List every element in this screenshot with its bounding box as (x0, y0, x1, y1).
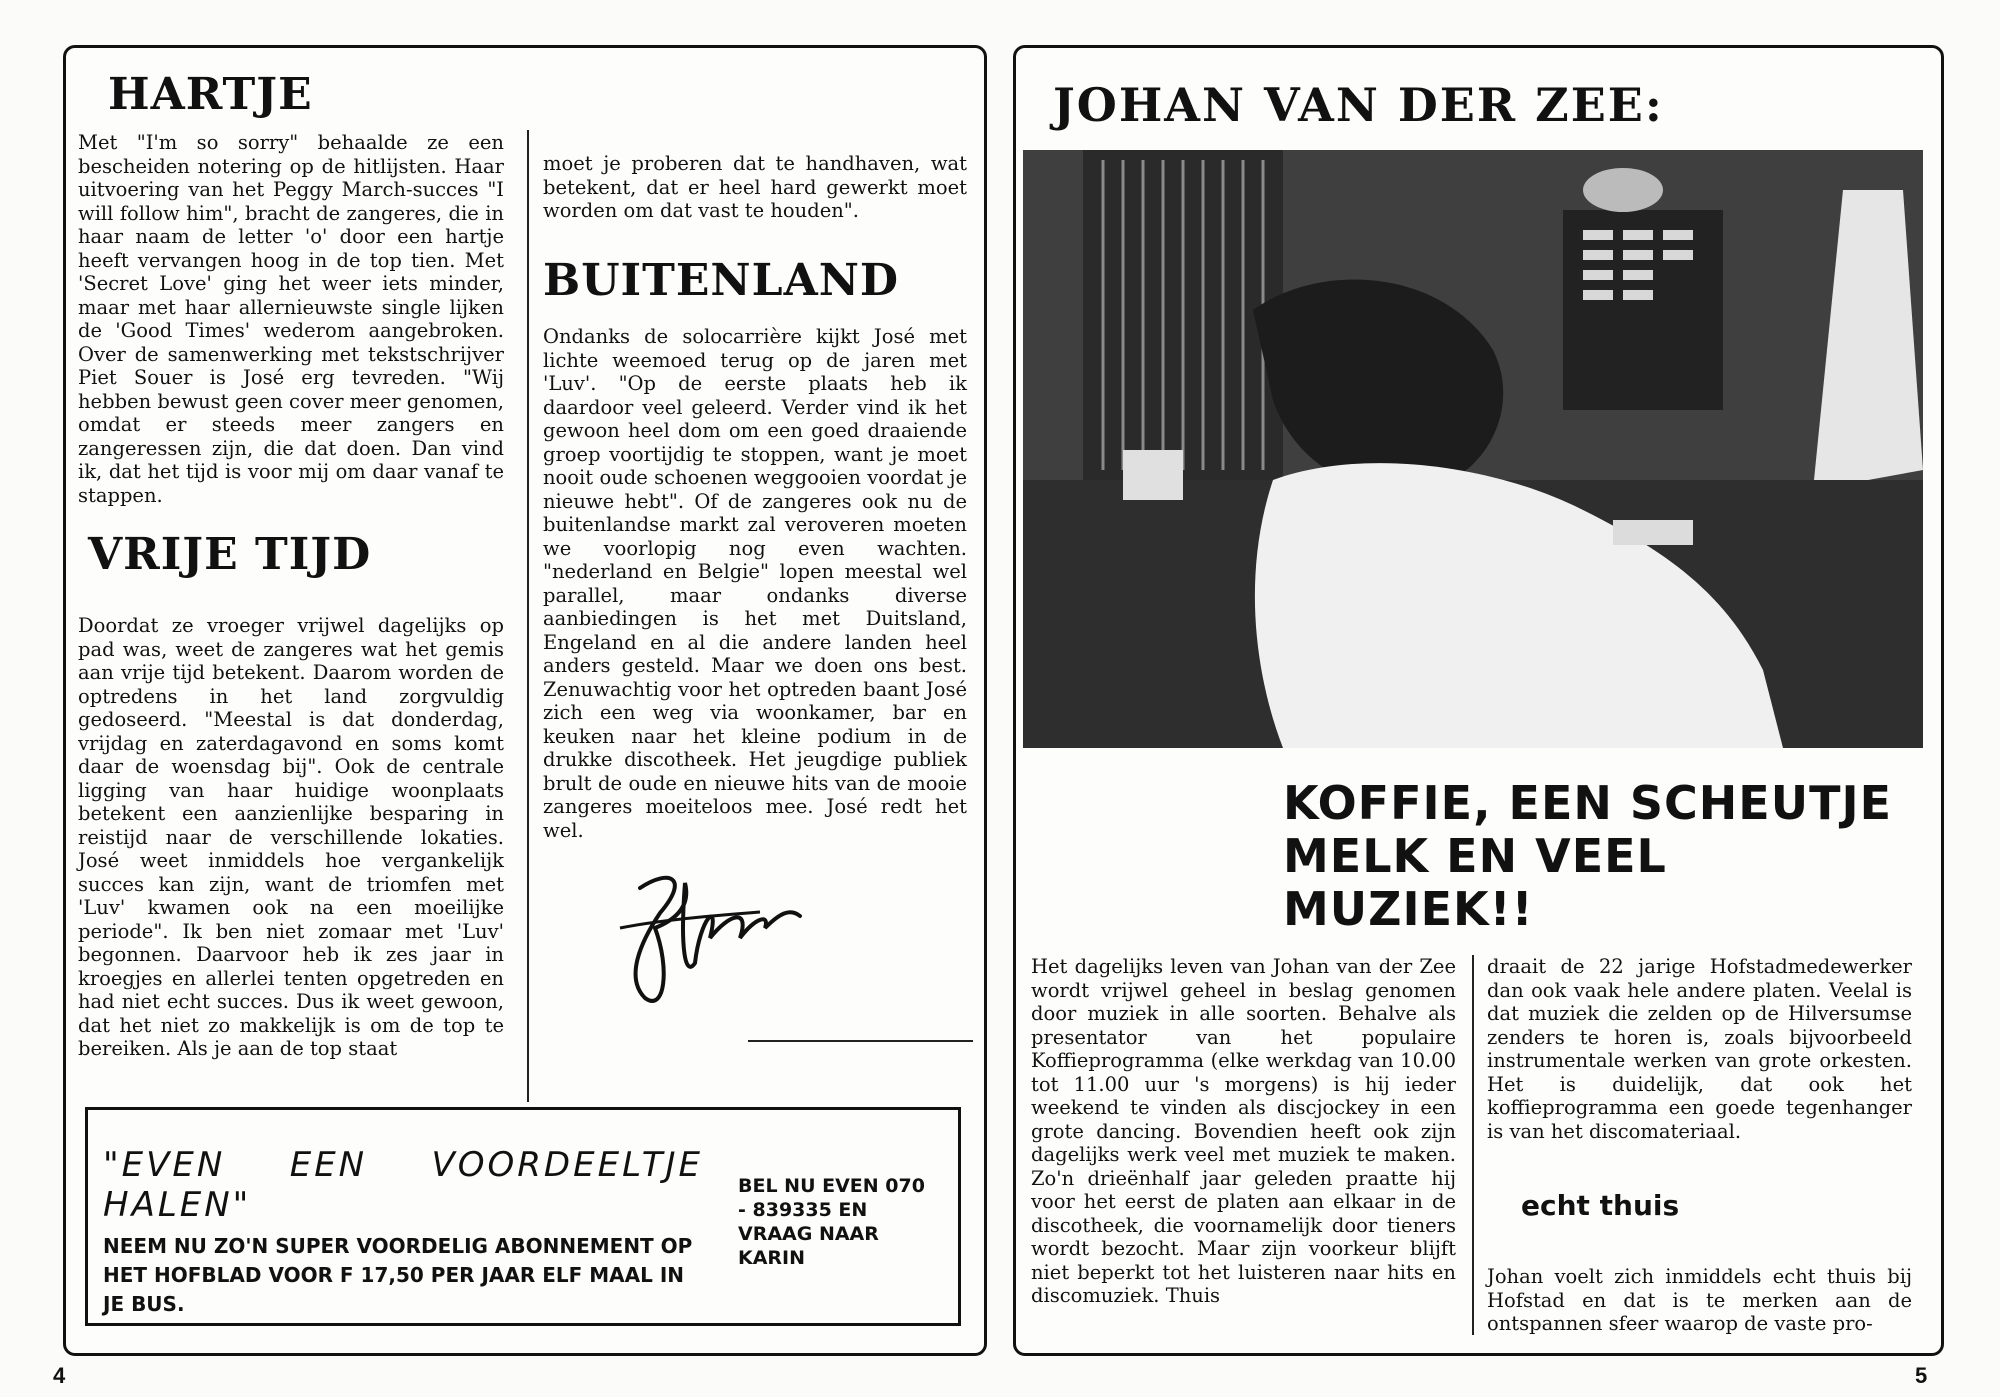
hofstad-paragraph: draait de 22 jarige Hofstadmedewerker dan ook vaak hele andere platen. Veelal is dat muziek die zelden op de Hilversumse zenders te horen is, zoals bijvoorbeeld instrumentale werken van grote orkesten. Het is duidelijk, dat ook het koffieprogramma een goede tegenhanger is van het discomateriaal. (1487, 955, 1912, 1143)
left-column-1 (78, 131, 504, 507)
heading-buitenland: BUITENLAND (543, 255, 900, 306)
ad-title: "EVEN EEN VOORDEELTJE HALEN" (103, 1145, 703, 1225)
right-column-divider (1472, 955, 1474, 1335)
page-number-left: 4 (53, 1363, 66, 1388)
dj-studio-photo (1023, 150, 1923, 748)
article-subtitle: KOFFIE, EEN SCHEUTJE MELK EN VEEL MUZIEK!! (1283, 776, 1892, 936)
subscription-ad (85, 1107, 961, 1326)
page-number-right: 5 (1915, 1363, 1928, 1388)
hartje-paragraph: Met "I'm so sorry" behaalde ze een bescheiden notering op de hitlijsten. Haar uitvoering van het Peggy March-succes "I will follow him", bracht de zangeres, die in haar naam de letter 'o' door een hartje heeft vervangen hoog in de top tien. Met 'Secret Love' ging het weer iets minder, maar met haar allernieuwste single lijken de 'Good Times' wederom aangebroken. Over de samenwerking met tekstschrijver Piet Souer is José erg tevreden. "Wij hebben bewust geen cover meer genomen, omdat er steeds meer zangers en zangeressen zijn, die dat doen. Dan vind ik, dat het tijd is voor mij om daar vanaf te stappen. (78, 131, 504, 507)
right-column-1 (1031, 955, 1456, 1308)
heading-hartje: HARTJE (108, 69, 313, 120)
signature-line (748, 1040, 973, 1042)
right-column-2 (1487, 955, 1912, 1143)
johan-paragraph: Het dagelijks leven van Johan van der Zee wordt vrijwel geheel in beslag genomen door muziek in alle soorten. Behalve als presentator van het populaire Koffieprogramma (elke werkdag van 10.00 tot 11.00 uur 's morgens) is hij ieder weekend te vinden als discjockey in een grote dancing. Bovendien heeft ook zijn dagelijks werk veel met muziek te maken. Zo'n drieënhalf jaar geleden praatte hij voor het eerst de platen aan elkaar in de discotheek, die voornamelijk door tieners wordt bezocht. Maar zijn voorkeur blijft niet beperkt tot het luisteren naar hits en discomuziek. Thuis (1031, 955, 1456, 1307)
left-column-1b (78, 614, 504, 1061)
heading-vrije-tijd: VRIJE TIJD (88, 529, 372, 580)
continuation-paragraph: moet je proberen dat te handhaven, wat betekent, dat er heel hard gewerkt moet worden om dat vast te houden". (543, 152, 967, 222)
ad-body: NEEM NU ZO'N SUPER VOORDELIG ABONNEMENT OP HET HOFBLAD VOOR F 17,50 PER JAAR ELF MAAL IN JE BUS. (103, 1234, 693, 1316)
right-column-2b (1487, 1265, 1912, 1336)
ad-phone: BEL NU EVEN 070 - 839335 EN VRAAG NAAR KARIN (738, 1175, 925, 1269)
subheading-echt-thuis: echt thuis (1521, 1189, 1680, 1222)
left-column-2 (543, 152, 967, 223)
signature-image (600, 858, 860, 1018)
vrije-tijd-paragraph: Doordat ze vroeger vrijwel dagelijks op pad was, weet de zangeres wat het gemis aan vrije tijd betekent. Daarom worden de optredens in het land zorgvuldig gedoseerd. "Meestal is dat donderdag, vrijdag en zaterdagavond en soms komt daar de woensdag bij". Ook de centrale ligging van haar huidige woonplaats betekent een aanzienlijke besparing in reistijd naar de verschillende lokaties. José weet inmiddels hoe vergankelijk succes kan zijn, want de triomfen met 'Luv' kwamen ook na een moeilijke periode". Ik ben niet zomaar met 'Luv' begonnen. Daarvoor heb ik zes jaar in kroegjes en allerlei tenten opgetreden en had niet echt succes. Dus ik weet gewoon, dat het niet zo makkelijk is om de top te bereiken. Als je aan de top staat (78, 614, 504, 1060)
echt-thuis-paragraph: Johan voelt zich inmiddels echt thuis bij Hofstad en dat is te merken aan de ontspannen sfeer waarop de vaste pro- (1487, 1265, 1912, 1335)
left-column-divider (527, 130, 529, 1102)
photo-illustration (1023, 150, 1923, 748)
buitenland-paragraph: Ondanks de solocarrière kijkt José met lichte weemoed terug op de jaren met 'Luv'. "Op de eerste plaats heb ik daardoor veel geleerd. Verder vind ik het gewoon heel dom om een goed draaiende groep voortijdig te stoppen, want je moet nooit oude schoenen weggooien voordat je nieuwe hebt". Of de zangeres ook nu de buitenlandse markt zal veroveren moeten we voorlopig nog even wachten. "nederland en Belgie" lopen meestal wel parallel, maar ondanks diverse aanbiedingen is het met Duitsland, Engeland en al die andere landen heel anders gesteld. Maar we doen ons best. Zenuwachtig voor het optreden baant José zich een weg via woonkamer, bar en keuken naar het kleine podium in de drukke discotheek. Het jeugdige publiek brult de oude en nieuwe hits van de mooie zangeres moeiteloos mee. José redt het wel. (543, 325, 967, 842)
article-title: JOHAN VAN DER ZEE: (1053, 78, 1664, 132)
left-column-2b (543, 325, 967, 842)
